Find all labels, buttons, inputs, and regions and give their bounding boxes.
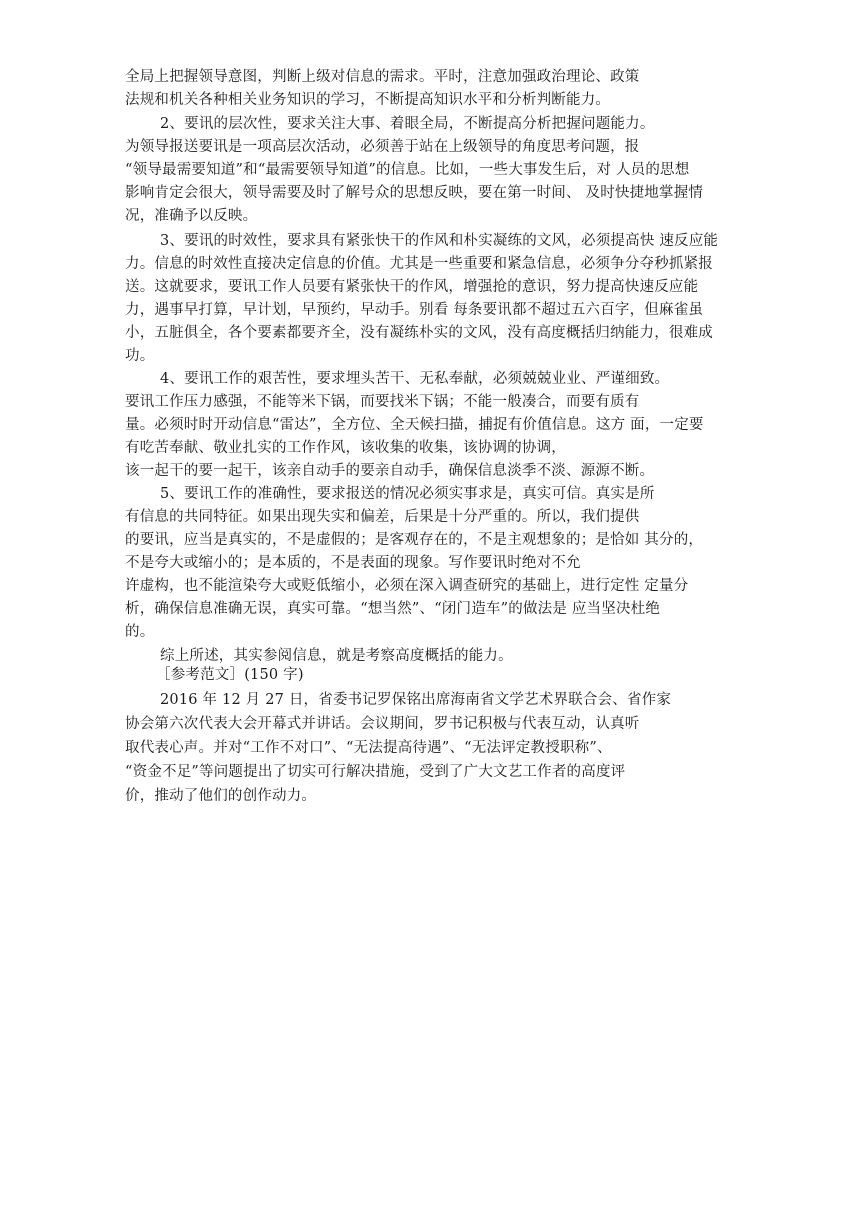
text-line: 小，五脏俱全，各个要素都要齐全，没有凝练朴实的文风，没有高度概括归纳能力，很难成 <box>125 325 713 341</box>
text-line: 取代表心声。并对“工作不对口”、“无法提高待遇”、“无法评定教授职称”、 <box>125 740 612 756</box>
text-line: 许虚构，也不能渲染夸大或贬低缩小，必须在深入调查研究的基础上，进行定性 定量分 <box>125 578 689 594</box>
text-line: 析，确保信息准确无误，真实可靠。“想当然”、“闭门造车”的做法是 应当坚决杜绝 <box>125 601 661 617</box>
text-line: 4、要讯工作的艰苦性，要求埋头苦干、无私奉献，必须兢兢业业、严谨细致。 <box>160 371 670 387</box>
text-line: 协会第六次代表大会开幕式并讲话。会议期间，罗书记积极与代表互动，认真听 <box>125 716 640 732</box>
text-line: “领导最需要知道”和“最需要领导知道”的信息。比如，一些大事发生后，对 人员的思想 <box>125 162 690 178</box>
text-line: 要讯工作压力感强，不能等米下锅，而要找米下锅；不能一般凑合，而要有质有 <box>125 394 640 410</box>
text-line: 为领导报送要讯是一项高层次活动，必须善于站在上级领导的角度思考问题，报 <box>125 139 640 155</box>
text-line: 的。 <box>125 624 155 640</box>
text-line: 全局上把握领导意图，判断上级对信息的需求。平时，注意加强政治理论、政策 <box>125 69 640 85</box>
text-line: 5、要讯工作的准确性，要求报送的情况必须实事求是，真实可信。真实是所 <box>160 486 655 502</box>
text-line: 3、要讯的时效性，要求具有紧张快干的作风和朴实凝练的文风，必须提高快 速反应能 <box>160 233 719 249</box>
text-line: 综上所述，其实参阅信息，就是考察高度概括的能力。 <box>160 648 513 664</box>
text-line: 不是夸大或缩小的；是本质的，不是表面的现象。写作要讯时绝对不允 <box>125 555 581 571</box>
text-line: 量。必须时时开动信息“雷达”，全方位、全天候扫描，捕捉有价值信息。这方 面，一定要 <box>125 417 704 433</box>
text-line: 价，推动了他们的创作动力。 <box>125 788 317 804</box>
text-line: 况，准确予以反映。 <box>125 208 258 224</box>
text-line: 有信息的共同特征。如果出现失实和偏差，后果是十分严重的。所以，我们提供 <box>125 509 640 525</box>
text-line: 功。 <box>125 348 155 364</box>
text-line: 该一起干的要一起干，该亲自动手的要亲自动手，确保信息淡季不淡、源源不断。 <box>125 463 655 479</box>
text-line: 有吃苦奉献、敬业扎实的工作作风，该收集的收集，该协调的协调， <box>125 440 566 456</box>
text-line: 力。信息的时效性直接决定信息的价值。尤其是一些重要和紧急信息，必须争分夺秒抓紧报 <box>125 256 713 272</box>
text-line: 的要讯，应当是真实的，不是虚假的；是客观存在的，不是主观想象的；是恰如 其分的， <box>125 532 704 548</box>
text-line: 2、要讯的层次性，要求关注大事、着眼全局，不断提高分析把握问题能力。 <box>160 116 655 132</box>
text-line: “资金不足”等问题提出了切实可行解决措施，受到了广大文艺工作者的高度评 <box>125 764 626 780</box>
text-line: 2016 年 12 月 27 日，省委书记罗保铭出席海南省文学艺术界联合会、省作家 <box>160 692 672 708</box>
text-line: 送。这就要求，要讯工作人员要有紧张快干的作风，增强抢的意识，努力提高快速反应能 <box>125 279 699 295</box>
text-line: ［参考范文］(150 字) <box>156 667 304 683</box>
text-line: 力，遇事早打算，早计划，早预约，早动手。别看 每条要讯都不超过五六百字，但麻雀虽 <box>125 302 704 318</box>
text-line: 法规和机关各种相关业务知识的学习，不断提高知识水平和分析判断能力。 <box>125 92 611 108</box>
text-line: 影响肯定会很大，领导需要及时了解号众的思想反映，要在第一时间、 及时快捷地掌握情 <box>125 185 704 201</box>
